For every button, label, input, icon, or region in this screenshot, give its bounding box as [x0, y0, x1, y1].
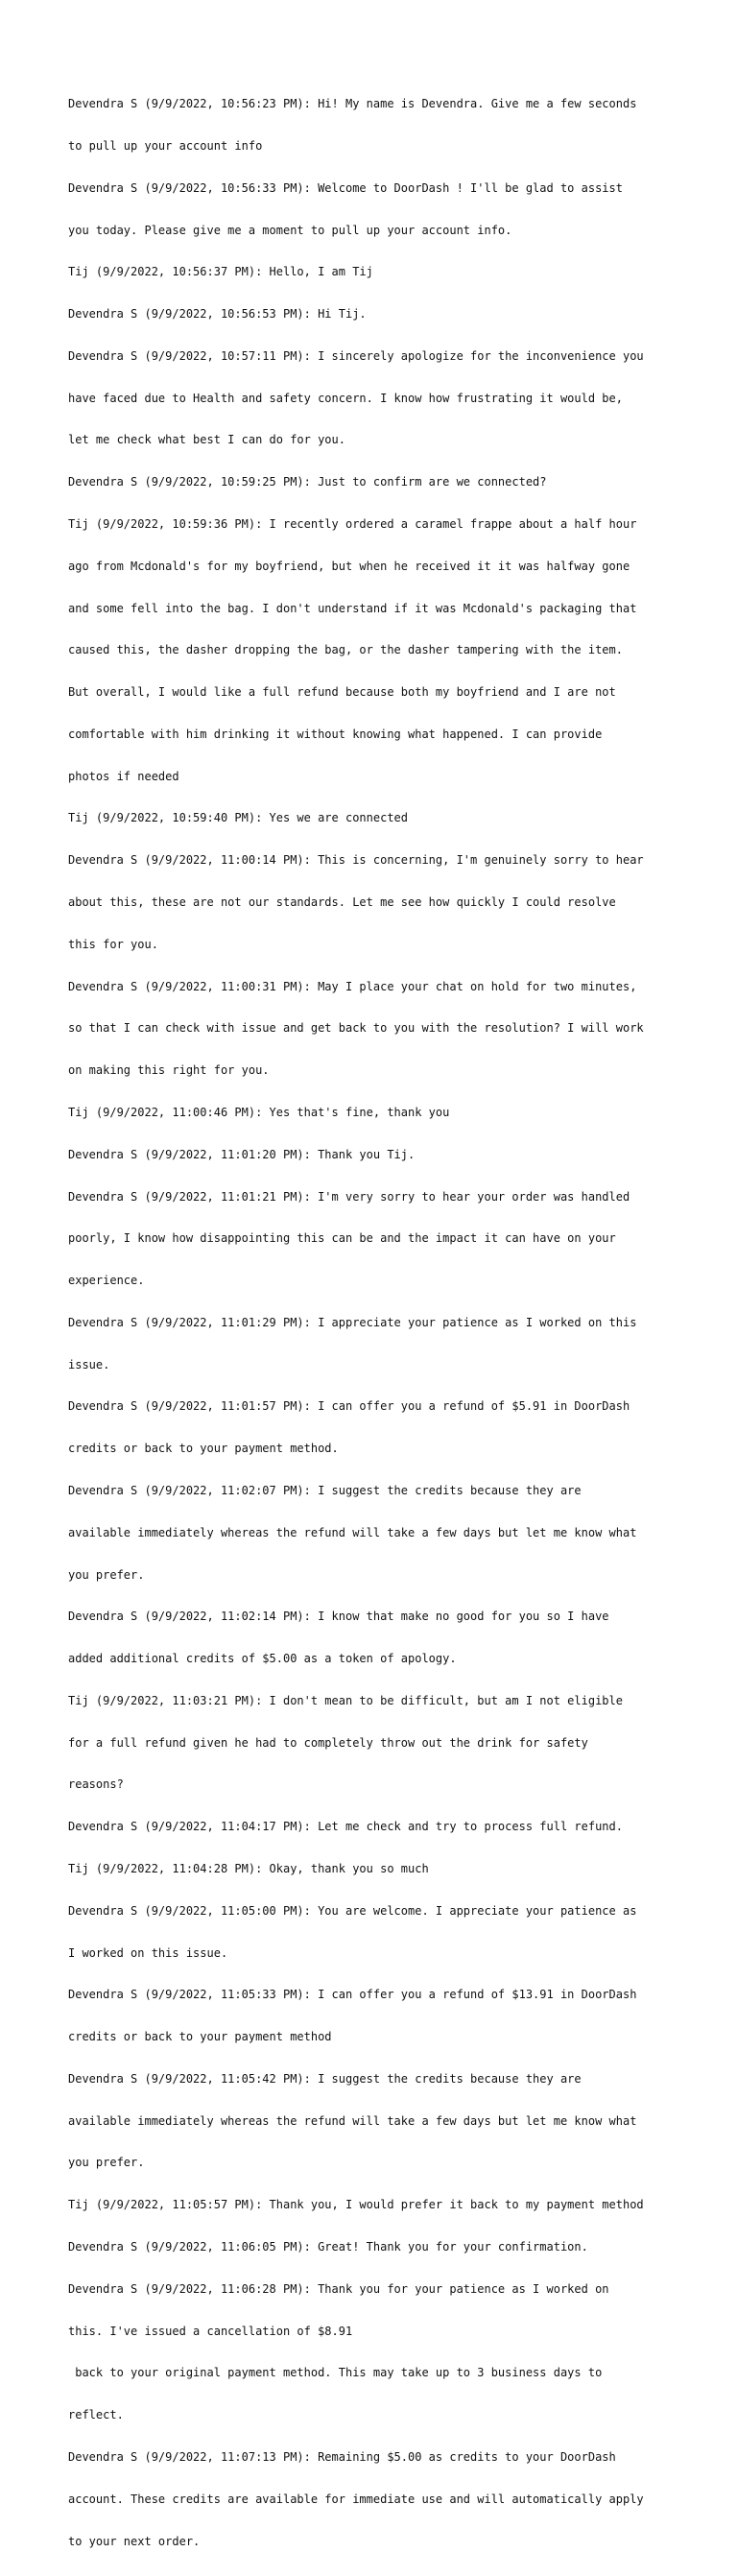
transcript-line: But overall, I would like a full refund because both my boyfriend and I are not [68, 685, 616, 700]
transcript-line: Devendra S (9/9/2022, 10:56:53 PM): Hi Tij. [68, 307, 367, 322]
transcript-line: Devendra S (9/9/2022, 11:05:33 PM): I can offer you a refund of $13.91 in DoorDash [68, 1988, 637, 2002]
transcript-line: available immediately whereas the refund will take a few days but let me know what [68, 2113, 637, 2128]
transcript-line: Tij (9/9/2022, 11:05:57 PM): Thank you, I would prefer it back to my payment method [68, 2198, 644, 2212]
transcript-line: Devendra S (9/9/2022, 11:01:57 PM): I can offer you a refund of $5.91 in DoorDash [68, 1399, 630, 1414]
transcript-line: to pull up your account info [68, 138, 263, 153]
transcript-line: issue. [68, 1357, 110, 1371]
transcript-line: Devendra S (9/9/2022, 11:02:07 PM): I suggest the credits because they are [68, 1483, 582, 1497]
transcript-line: Devendra S (9/9/2022, 11:01:20 PM): Thank you Tij. [68, 1147, 416, 1161]
transcript-line: Devendra S (9/9/2022, 11:02:14 PM): I know that make no good for you so I have [68, 1610, 609, 1624]
transcript-line: Tij (9/9/2022, 11:04:28 PM): Okay, thank you so much [68, 1862, 429, 1875]
transcript-line: Devendra S (9/9/2022, 11:01:29 PM): I appreciate your patience as I worked on this [68, 1315, 637, 1329]
transcript-line: Devendra S (9/9/2022, 11:06:05 PM): Great! Thank you for your confirmation. [68, 2240, 588, 2254]
transcript-line: I worked on this issue. [68, 1945, 228, 1960]
transcript-line: reflect. [68, 2408, 124, 2422]
transcript-line: Tij (9/9/2022, 10:59:40 PM): Yes we are connected [68, 811, 409, 825]
transcript-line: added additional credits of $5.00 as a token of apology. [68, 1652, 457, 1666]
transcript-line: Devendra S (9/9/2022, 10:56:33 PM): Welcome to DoorDash ! I'll be glad to assist [68, 180, 623, 195]
transcript-line: Devendra S (9/9/2022, 11:05:42 PM): I suggest the credits because they are [68, 2071, 582, 2086]
transcript-line: available immediately whereas the refund will take a few days but let me know what [68, 1525, 637, 1539]
transcript-line: Tij (9/9/2022, 11:00:46 PM): Yes that's fine, thank you [68, 1105, 450, 1119]
transcript-line: Devendra S (9/9/2022, 11:00:14 PM): This is concerning, I'm genuinely sorry to hear [68, 853, 644, 868]
transcript-line: Devendra S (9/9/2022, 10:59:25 PM): Just to confirm are we connected? [68, 475, 547, 489]
transcript-line: and some fell into the bag. I don't understand if it was Mcdonald's packaging that [68, 601, 637, 615]
transcript-line: you today. Please give me a moment to pull up your account info. [68, 223, 512, 237]
transcript-line: Devendra S (9/9/2022, 11:05:00 PM): You are welcome. I appreciate your patience as [68, 1903, 637, 1918]
transcript-line: Devendra S (9/9/2022, 10:57:11 PM): I sincerely apologize for the inconvenience you [68, 348, 644, 363]
chat-transcript [68, 69, 682, 2576]
transcript-line: credits or back to your payment method [68, 2030, 332, 2044]
transcript-line: Tij (9/9/2022, 10:59:36 PM): I recently ordered a caramel frappe about a half hour [68, 517, 637, 531]
transcript-line: Devendra S (9/9/2022, 10:56:23 PM): Hi! My name is Devendra. Give me a few seconds [68, 97, 637, 111]
transcript-line: photos if needed [68, 769, 179, 783]
transcript-line: on making this right for you. [68, 1063, 270, 1078]
transcript-line: reasons? [68, 1777, 124, 1792]
transcript-line: you prefer. [68, 2156, 145, 2170]
transcript-line: this for you. [68, 937, 158, 951]
transcript-line: comfortable with him drinking it without knowing what happened. I can provide [68, 727, 603, 741]
transcript-line: back to your original payment method. This may take up to 3 business days to [68, 2366, 603, 2380]
transcript-line: Devendra S (9/9/2022, 11:01:21 PM): I'm very sorry to hear your order was handled [68, 1189, 630, 1204]
transcript-line: so that I can check with issue and get back to you with the resolution? I will work [68, 1021, 644, 1036]
transcript-line: poorly, I know how disappointing this can be and the impact it can have on your [68, 1231, 616, 1246]
transcript-line: Devendra S (9/9/2022, 11:04:17 PM): Let me check and try to process full refund. [68, 1820, 623, 1834]
transcript-line: account. These credits are available for immediate use and will automatically apply [68, 2492, 644, 2506]
transcript-line: you prefer. [68, 1567, 145, 1582]
transcript-line: experience. [68, 1274, 145, 1288]
transcript-line: Tij (9/9/2022, 10:56:37 PM): Hello, I am Tij [68, 265, 373, 279]
transcript-line: credits or back to your payment method. [68, 1442, 339, 1456]
transcript-line: this. I've issued a cancellation of $8.91 [68, 2324, 353, 2338]
transcript-line: to your next order. [68, 2534, 201, 2548]
transcript-line: for a full refund given he had to completely throw out the drink for safety [68, 1735, 588, 1750]
transcript-line: Devendra S (9/9/2022, 11:07:13 PM): Remaining $5.00 as credits to your DoorDash [68, 2449, 616, 2464]
transcript-line: caused this, the dasher dropping the bag, or the dasher tampering with the item. [68, 643, 623, 657]
transcript-line: about this, these are not our standards. Let me see how quickly I could resolve [68, 895, 616, 910]
transcript-line: have faced due to Health and safety concern. I know how frustrating it would be, [68, 391, 623, 405]
transcript-line: Devendra S (9/9/2022, 11:06:28 PM): Thank you for your patience as I worked on [68, 2281, 609, 2296]
transcript-line: Tij (9/9/2022, 11:03:21 PM): I don't mean to be difficult, but am I not eligible [68, 1693, 623, 1707]
transcript-line: Devendra S (9/9/2022, 11:00:31 PM): May I place your chat on hold for two minutes, [68, 979, 637, 993]
transcript-line: ago from Mcdonald's for my boyfriend, but when he received it it was halfway gone [68, 559, 630, 573]
transcript-line: let me check what best I can do for you. [68, 433, 345, 447]
